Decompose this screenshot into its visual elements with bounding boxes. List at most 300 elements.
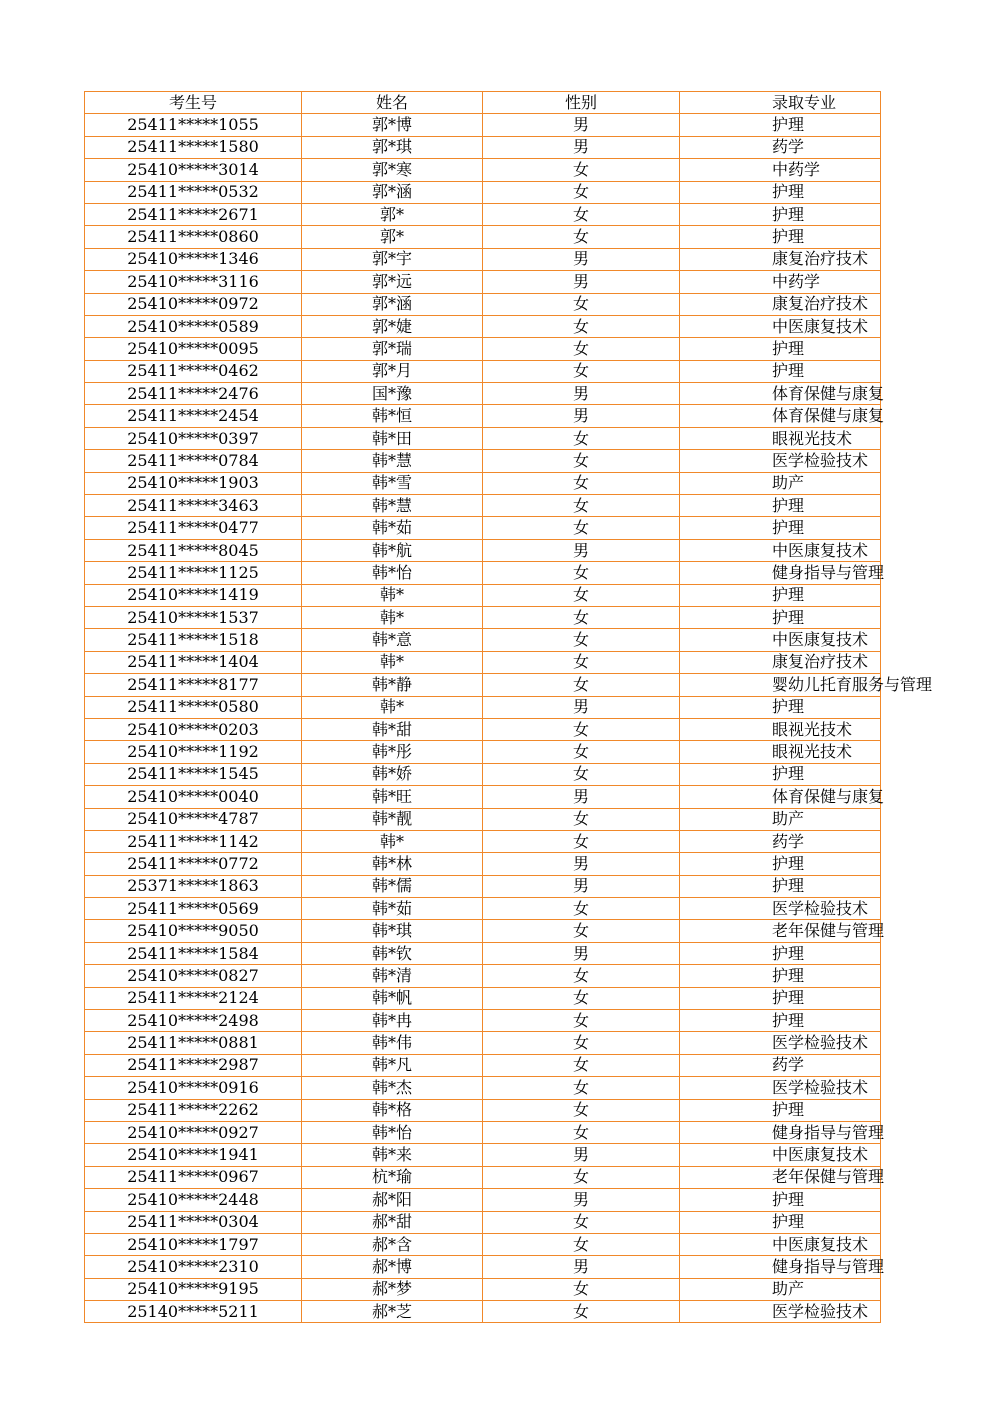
table-row [85,293,881,315]
cell-name: 韩*伟 [302,1032,483,1054]
cell-exam-number: 25411*****2476 [85,383,302,405]
cell-name: 韩*旺 [302,786,483,808]
cell-major-label: 护理 [772,585,805,605]
cell-gender: 男 [483,1256,680,1278]
cell-gender: 女 [483,495,680,517]
cell-gender: 男 [483,1144,680,1166]
cell-name: 韩*钦 [302,942,483,964]
cell-major [680,1077,881,1099]
table-row [85,920,881,942]
cell-name: 郭*博 [302,114,483,136]
cell-major-label: 中医康复技术 [772,1234,869,1254]
cell-name: 郝*芝 [302,1301,483,1323]
cell-exam-number: 25411*****1518 [85,629,302,651]
table-row [85,226,881,248]
table-row [85,674,881,696]
cell-name: 韩*怡 [302,1121,483,1143]
cell-name: 韩*雪 [302,472,483,494]
cell-name: 郝*甜 [302,1211,483,1233]
cell-exam-number: 25410*****2448 [85,1189,302,1211]
cell-major [680,942,881,964]
cell-gender: 女 [483,181,680,203]
cell-major [680,898,881,920]
table-row [85,472,881,494]
cell-exam-number: 25411*****1584 [85,942,302,964]
cell-gender: 女 [483,450,680,472]
cell-gender: 女 [483,651,680,673]
cell-major [680,315,881,337]
cell-exam-number: 25411*****1404 [85,651,302,673]
cell-exam-number: 25410*****2310 [85,1256,302,1278]
cell-major [680,741,881,763]
cell-major-label: 医学检验技术 [772,1301,869,1321]
cell-name: 韩*帆 [302,987,483,1009]
cell-major-label: 中医康复技术 [772,540,869,560]
cell-name: 韩*冉 [302,1010,483,1032]
cell-gender: 女 [483,293,680,315]
cell-major-label: 医学检验技术 [772,1033,869,1053]
cell-exam-number: 25411*****1545 [85,763,302,785]
cell-major [680,718,881,740]
cell-gender: 女 [483,203,680,225]
cell-name: 韩*慧 [302,495,483,517]
cell-gender: 男 [483,136,680,158]
cell-major-label: 助产 [772,809,805,829]
table-row [85,1144,881,1166]
table-body [85,114,933,1323]
cell-major [680,1278,881,1300]
cell-major-label: 护理 [772,204,805,224]
table-row [85,114,881,136]
cell-exam-number: 25410*****0927 [85,1121,302,1143]
cell-gender: 女 [483,315,680,337]
cell-major [680,539,881,561]
cell-exam-number: 25411*****0772 [85,853,302,875]
cell-major-label: 健身指导与管理 [772,1122,885,1142]
cell-exam-number: 25411*****3463 [85,495,302,517]
header-name: 姓名 [302,92,483,114]
cell-major [680,1189,881,1211]
cell-major [680,1233,881,1255]
cell-major [680,853,881,875]
cell-gender: 女 [483,1166,680,1188]
cell-gender: 女 [483,226,680,248]
cell-major-label: 护理 [772,182,805,202]
cell-exam-number: 25410*****0095 [85,338,302,360]
cell-name: 韩*清 [302,965,483,987]
cell-major [680,1144,881,1166]
cell-name: 韩*田 [302,427,483,449]
cell-major-label: 婴幼儿托育服务与管理 [772,674,933,694]
cell-gender: 女 [483,1099,680,1121]
cell-gender: 男 [483,405,680,427]
cell-major [680,920,885,942]
cell-name: 郝*博 [302,1256,483,1278]
cell-exam-number: 25410*****2498 [85,1010,302,1032]
cell-gender: 女 [483,1010,680,1032]
cell-major-label: 护理 [772,965,805,985]
table-row [85,1077,881,1099]
header-exam-number: 考生号 [85,92,302,114]
cell-exam-number: 25410*****9050 [85,920,302,942]
cell-name: 韩*航 [302,539,483,561]
table-row [85,1099,881,1121]
table-row [85,1166,881,1188]
cell-name: 郭* [302,226,483,248]
cell-name: 郝*梦 [302,1278,483,1300]
cell-major [680,606,881,628]
cell-exam-number: 25140*****5211 [85,1301,302,1323]
cell-gender: 女 [483,741,680,763]
cell-gender: 女 [483,584,680,606]
cell-major-label: 眼视光技术 [772,719,853,739]
table-row [85,1211,881,1233]
cell-major-label: 护理 [772,853,805,873]
cell-exam-number: 25411*****0881 [85,1032,302,1054]
cell-major [680,1301,881,1323]
cell-major [680,226,881,248]
cell-exam-number: 25410*****1419 [85,584,302,606]
cell-major-label: 护理 [772,338,805,358]
cell-major-label: 体育保健与康复 [772,383,885,403]
table-row [85,495,881,517]
cell-major [680,1099,881,1121]
cell-major-label: 护理 [772,607,805,627]
cell-exam-number: 25411*****0967 [85,1166,302,1188]
cell-major-label: 中医康复技术 [772,1145,869,1165]
cell-major [680,203,881,225]
cell-major [680,629,881,651]
cell-name: 韩* [302,584,483,606]
cell-gender: 女 [483,427,680,449]
table-row [85,808,881,830]
cell-name: 韩*格 [302,1099,483,1121]
cell-exam-number: 25410*****3116 [85,271,302,293]
cell-gender: 女 [483,1211,680,1233]
cell-gender: 女 [483,1278,680,1300]
cell-gender: 男 [483,696,680,718]
cell-major-label: 护理 [772,227,805,247]
cell-exam-number: 25410*****1903 [85,472,302,494]
cell-major [680,517,881,539]
table-row [85,1278,881,1300]
cell-major-label: 康复治疗技术 [772,249,869,269]
table-row [85,539,881,561]
cell-exam-number: 25410*****0203 [85,718,302,740]
table-row [85,965,881,987]
cell-exam-number: 25411*****0569 [85,898,302,920]
cell-exam-number: 25410*****0040 [85,786,302,808]
cell-gender: 男 [483,942,680,964]
table-row [85,696,881,718]
cell-major [680,696,881,718]
cell-major-label: 健身指导与管理 [772,562,885,582]
cell-exam-number: 25410*****1941 [85,1144,302,1166]
cell-gender: 女 [483,1233,680,1255]
table-row [85,1054,881,1076]
table-row [85,741,881,763]
cell-major [680,271,881,293]
cell-gender: 女 [483,1077,680,1099]
cell-gender: 女 [483,965,680,987]
cell-gender: 女 [483,159,680,181]
cell-major [680,248,881,270]
cell-exam-number: 25411*****1055 [85,114,302,136]
cell-major [680,1010,881,1032]
table-row [85,1233,881,1255]
cell-major [680,1211,881,1233]
header-major-label: 录取专业 [772,92,837,112]
cell-major [680,830,881,852]
cell-name: 韩*意 [302,629,483,651]
table-row [85,651,881,673]
cell-name: 郭*涵 [302,181,483,203]
cell-major [680,584,881,606]
cell-major-label: 护理 [772,1010,805,1030]
cell-major-label: 护理 [772,764,805,784]
table-row [85,1301,881,1323]
table-row [85,853,881,875]
cell-major [680,383,885,405]
cell-major-label: 护理 [772,697,805,717]
header-row [85,92,881,114]
cell-major [680,405,885,427]
cell-major [680,1166,885,1188]
cell-name: 郭*婕 [302,315,483,337]
table-row [85,942,881,964]
cell-name: 国*豫 [302,383,483,405]
cell-name: 韩*静 [302,674,483,696]
cell-major-label: 老年保健与管理 [772,921,885,941]
cell-gender: 女 [483,517,680,539]
cell-exam-number: 25410*****1797 [85,1233,302,1255]
cell-gender: 女 [483,562,680,584]
cell-major [680,338,881,360]
table-row [85,875,881,897]
cell-gender: 男 [483,1189,680,1211]
cell-gender: 女 [483,987,680,1009]
cell-exam-number: 25411*****0784 [85,450,302,472]
cell-name: 郝*含 [302,1233,483,1255]
table-row [85,181,881,203]
cell-gender: 女 [483,763,680,785]
cell-exam-number: 25411*****2262 [85,1099,302,1121]
cell-major [680,763,881,785]
cell-major [680,875,881,897]
table-row [85,606,881,628]
table-row [85,1256,881,1278]
cell-major [680,360,881,382]
cell-gender: 女 [483,472,680,494]
table-row [85,1010,881,1032]
cell-gender: 女 [483,830,680,852]
cell-name: 韩*茹 [302,517,483,539]
table-row [85,159,881,181]
cell-exam-number: 25411*****0304 [85,1211,302,1233]
cell-gender: 男 [483,248,680,270]
admission-table [84,91,933,1323]
table-row [85,1121,881,1143]
cell-name: 韩*彤 [302,741,483,763]
table-row [85,203,881,225]
cell-gender: 女 [483,1301,680,1323]
cell-major-label: 中医康复技术 [772,316,869,336]
table-row [85,584,881,606]
cell-exam-number: 25411*****0462 [85,360,302,382]
cell-major [680,136,881,158]
cell-exam-number: 25411*****0477 [85,517,302,539]
cell-major-label: 护理 [772,943,805,963]
cell-major [680,114,881,136]
cell-gender: 男 [483,853,680,875]
cell-name: 韩*林 [302,853,483,875]
table-row [85,898,881,920]
cell-name: 韩*慧 [302,450,483,472]
cell-name: 韩*怡 [302,562,483,584]
cell-exam-number: 25411*****8045 [85,539,302,561]
cell-major [680,293,881,315]
table-row [85,718,881,740]
cell-name: 郭*琪 [302,136,483,158]
table-row [85,1189,881,1211]
cell-major-label: 护理 [772,361,805,381]
cell-name: 郭*宇 [302,248,483,270]
cell-major-label: 护理 [772,518,805,538]
cell-major [680,987,881,1009]
cell-major [680,808,881,830]
cell-major [680,181,881,203]
cell-name: 韩*琪 [302,920,483,942]
cell-major-label: 健身指导与管理 [772,1257,885,1276]
table-row [85,427,881,449]
cell-major-label: 医学检验技术 [772,898,869,918]
cell-name: 韩* [302,651,483,673]
header-major [680,92,881,114]
table-row [85,450,881,472]
cell-exam-number: 25410*****3014 [85,159,302,181]
cell-name: 杭*瑜 [302,1166,483,1188]
cell-gender: 男 [483,875,680,897]
table-row [85,987,881,1009]
table-row [85,271,881,293]
cell-major-label: 护理 [772,115,805,135]
cell-name: 郭*寒 [302,159,483,181]
cell-major-label: 药学 [772,137,805,157]
table-row [85,786,881,808]
cell-major [680,450,881,472]
cell-name: 韩*儒 [302,875,483,897]
cell-exam-number: 25410*****0916 [85,1077,302,1099]
table-row [85,136,881,158]
cell-major-label: 护理 [772,876,805,896]
cell-major-label: 康复治疗技术 [772,294,869,314]
table-header [85,92,881,114]
cell-major-label: 助产 [772,1279,805,1299]
cell-name: 韩*茹 [302,898,483,920]
cell-exam-number: 25410*****1192 [85,741,302,763]
cell-major-label: 中药学 [772,159,821,179]
cell-gender: 女 [483,674,680,696]
table-row [85,248,881,270]
cell-major [680,159,881,181]
cell-exam-number: 25411*****8177 [85,674,302,696]
cell-gender: 男 [483,114,680,136]
cell-major [680,1121,885,1143]
cell-major [680,786,885,808]
cell-gender: 女 [483,808,680,830]
cell-gender: 男 [483,786,680,808]
cell-gender: 女 [483,606,680,628]
table-row [85,360,881,382]
cell-exam-number: 25410*****0972 [85,293,302,315]
cell-name: 郭*瑞 [302,338,483,360]
cell-major-label: 中药学 [772,271,821,291]
table-row [85,763,881,785]
cell-gender: 男 [483,539,680,561]
table-row [85,405,881,427]
cell-major [680,427,881,449]
cell-major-label: 护理 [772,1189,805,1209]
cell-major-label: 助产 [772,473,805,493]
cell-name: 韩*来 [302,1144,483,1166]
cell-exam-number: 25410*****1346 [85,248,302,270]
cell-name: 韩* [302,606,483,628]
cell-name: 韩*凡 [302,1054,483,1076]
cell-major [680,965,881,987]
cell-major-label: 中医康复技术 [772,630,869,650]
cell-major [680,651,881,673]
cell-major-label: 护理 [772,1212,805,1232]
cell-gender: 女 [483,920,680,942]
cell-gender: 女 [483,1032,680,1054]
cell-major [680,472,881,494]
cell-exam-number: 25410*****9195 [85,1278,302,1300]
cell-gender: 女 [483,629,680,651]
cell-gender: 女 [483,898,680,920]
cell-major-label: 药学 [772,831,805,851]
table-row [85,830,881,852]
cell-major-label: 体育保健与康复 [772,406,885,426]
table-row [85,338,881,360]
cell-name: 韩*杰 [302,1077,483,1099]
cell-gender: 男 [483,271,680,293]
cell-exam-number: 25411*****1125 [85,562,302,584]
cell-exam-number: 25410*****0397 [85,427,302,449]
cell-major-label: 护理 [772,988,805,1008]
cell-gender: 女 [483,1121,680,1143]
cell-exam-number: 25410*****0589 [85,315,302,337]
cell-major-label: 护理 [772,1100,805,1120]
cell-major-label: 体育保健与康复 [772,786,885,806]
cell-major [680,562,885,584]
table-row [85,629,881,651]
cell-major-label: 护理 [772,495,805,515]
cell-exam-number: 25411*****2124 [85,987,302,1009]
cell-major [680,1256,885,1278]
cell-exam-number: 25411*****2454 [85,405,302,427]
cell-name: 韩*娇 [302,763,483,785]
cell-major-label: 老年保健与管理 [772,1167,885,1187]
cell-major [680,674,933,696]
cell-major-label: 药学 [772,1055,805,1075]
cell-exam-number: 25411*****0860 [85,226,302,248]
cell-exam-number: 25410*****1537 [85,606,302,628]
cell-exam-number: 25410*****4787 [85,808,302,830]
cell-name: 韩*靓 [302,808,483,830]
cell-gender: 女 [483,718,680,740]
cell-gender: 女 [483,338,680,360]
cell-exam-number: 25411*****1580 [85,136,302,158]
